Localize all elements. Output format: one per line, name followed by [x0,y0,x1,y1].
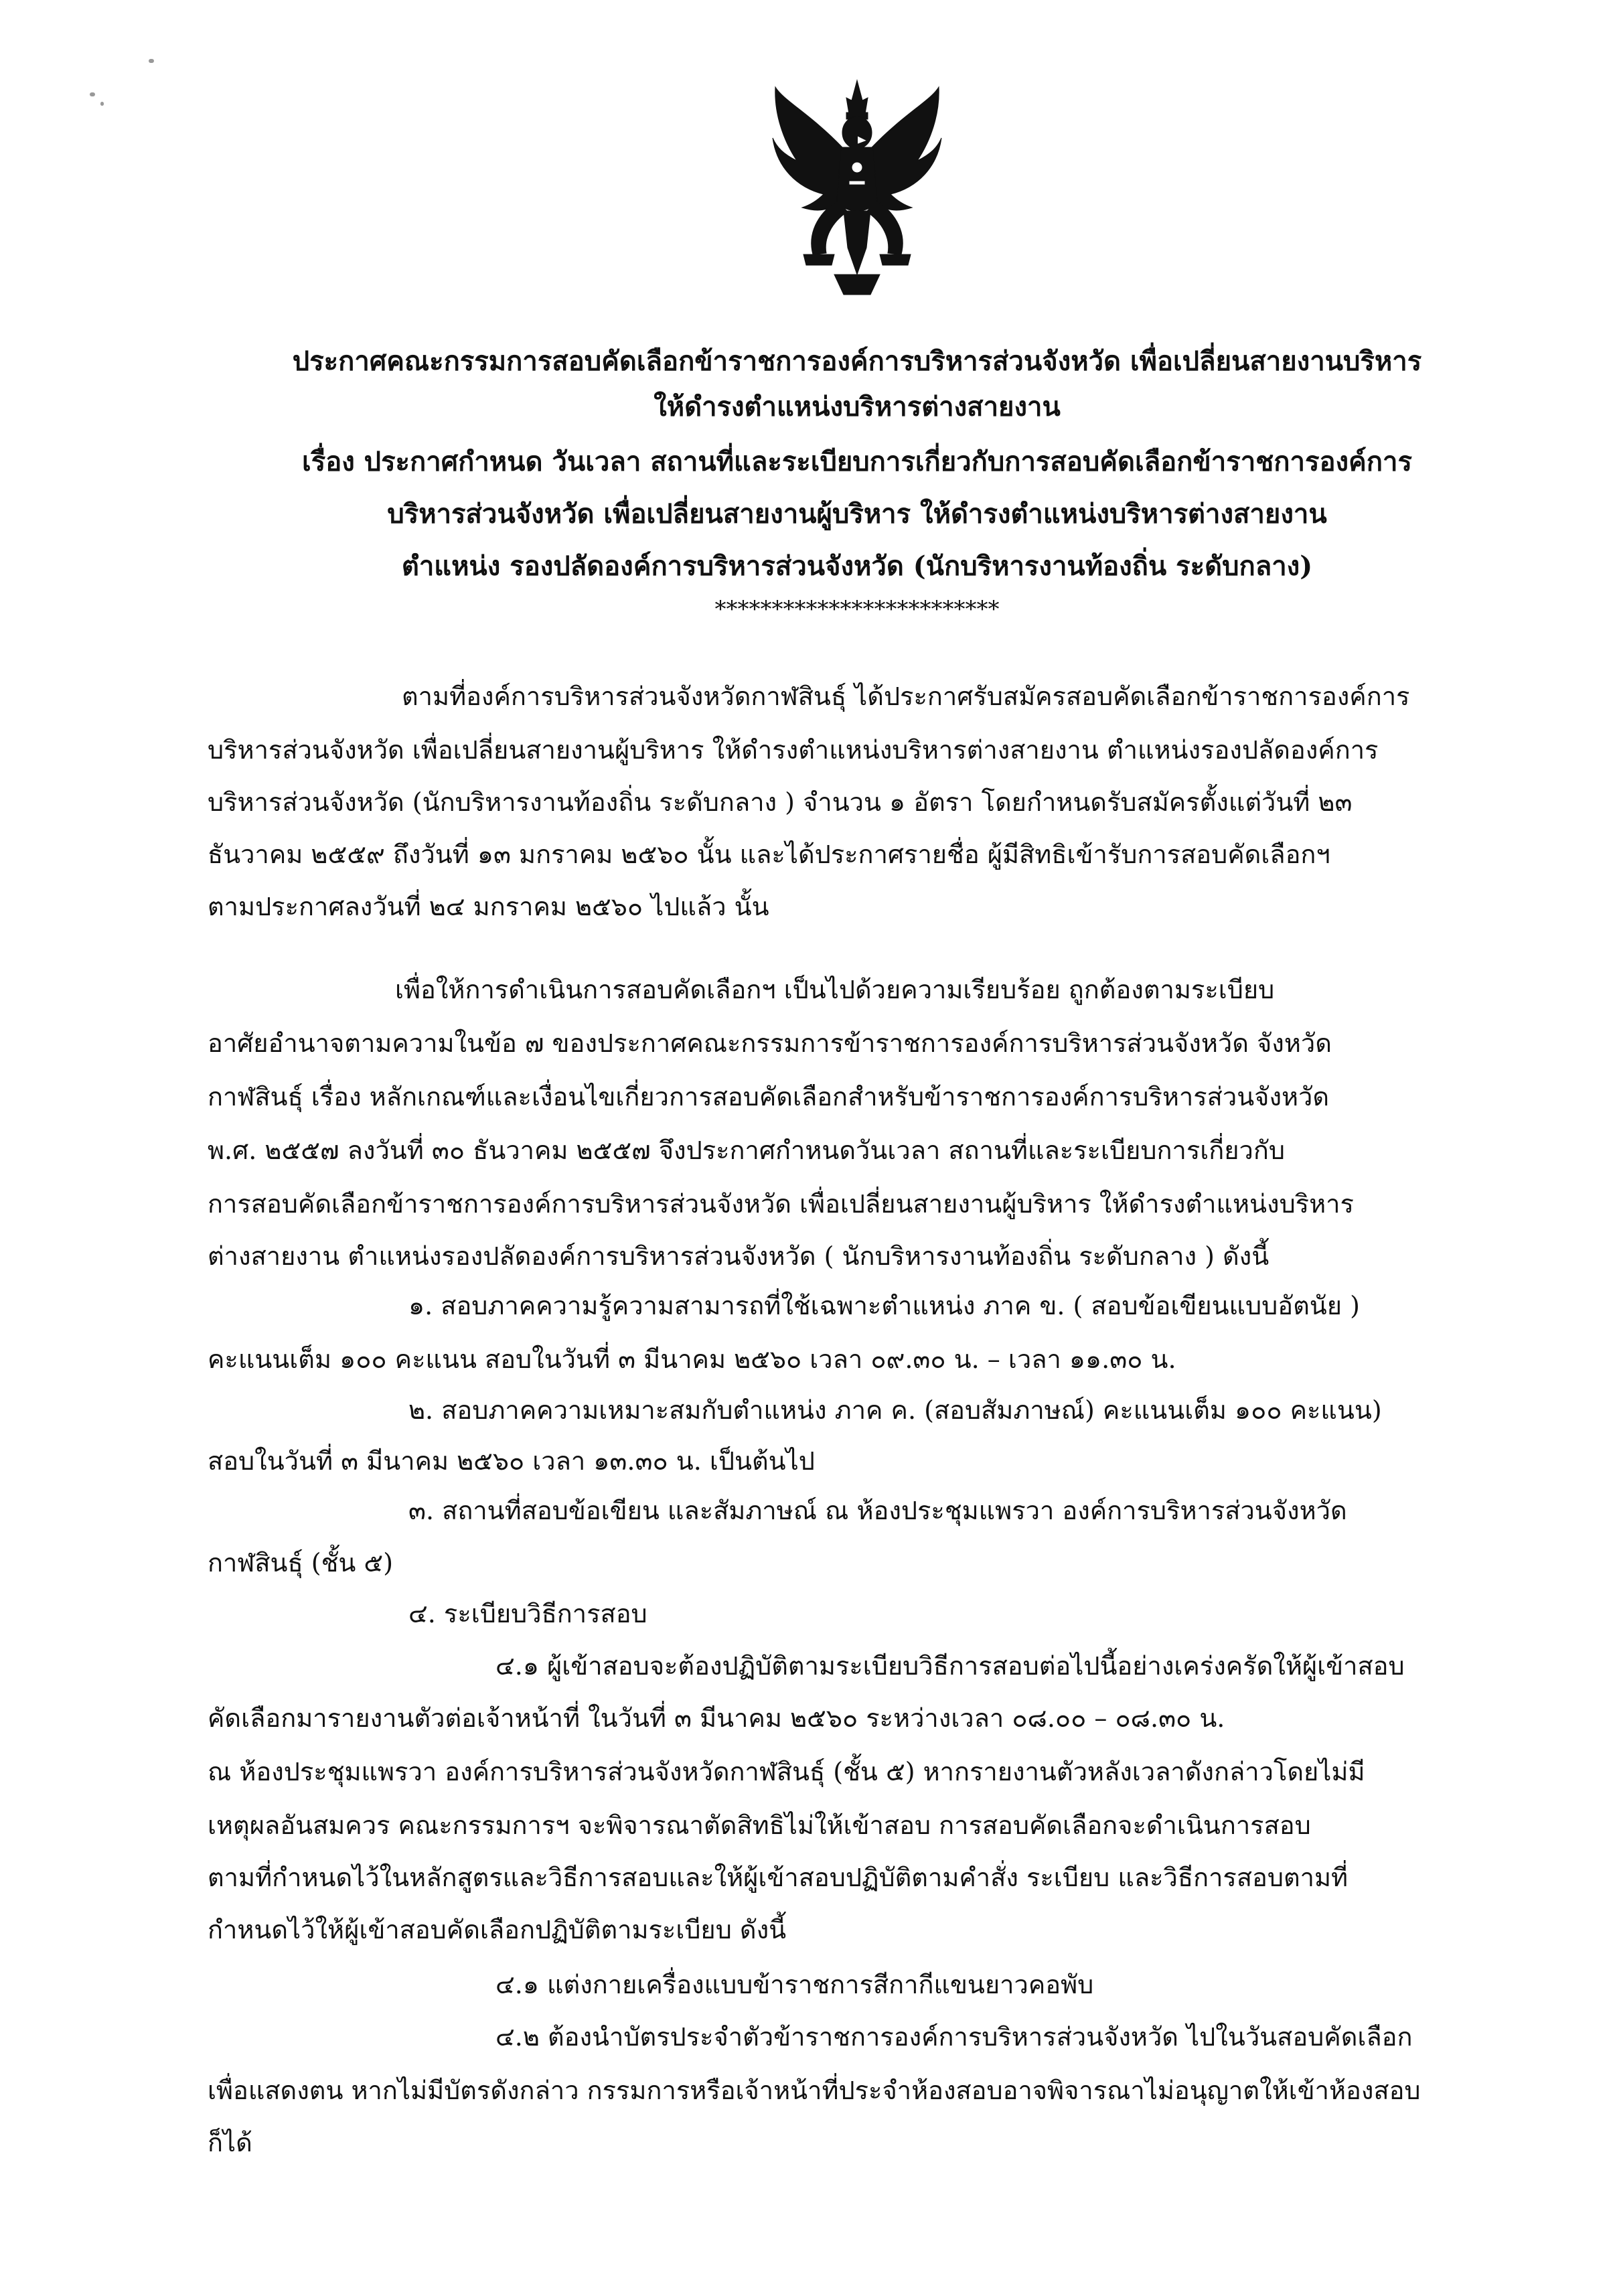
item-3-line: กาฬสินธุ์ (ชั้น ๕) [208,1548,394,1578]
sub-item-4-2-line: ๔.๒ ต้องนำบัตรประจำตัวข้าราชการองค์การบริหารส่วนจังหวัด ไปในวันสอบคัดเลือก [495,2022,1413,2052]
item-3-line: ๓. สถานที่สอบข้อเขียน และสัมภาษณ์ ณ ห้องประชุมแพรวา องค์การบริหารส่วนจังหวัด [408,1496,1347,1525]
item-4-title: ๔. ระเบียบวิธีการสอบ [408,1599,647,1628]
heading-separator: ************************* [714,596,1000,623]
heading-line-5: ตำแหน่ง รองปลัดองค์การบริหารส่วนจังหวัด (นักบริหารงานท้องถิ่น ระดับกลาง) [401,550,1313,582]
paragraph-2-line: ต่างสายงาน ตำแหน่งรองปลัดองค์การบริหารส่วนจังหวัด ( นักบริหารงานท้องถิ่น ระดับกลาง ) ดังนี้ [208,1241,1270,1271]
item-4-1-line: ตามที่กำหนดไว้ในหลักสูตรและวิธีการสอบและให้ผู้เข้าสอบปฏิบัติตามคำสั่ง ระเบียบ และวิธีการสอบตามที่ [208,1863,1349,1892]
paragraph-2-line: เพื่อให้การดำเนินการสอบคัดเลือกฯ เป็นไปด้วยความเรียบร้อย ถูกต้องตามระเบียบ [395,975,1275,1004]
paragraph-1-line: ธันวาคม ๒๕๕๙ ถึงวันที่ ๑๓ มกราคม ๒๕๖๐ นั้น และได้ประกาศรายชื่อ ผู้มีสิทธิเข้ารับการสอบคัดเลือกฯ [208,840,1330,869]
item-4-1-line: กำหนดไว้ให้ผู้เข้าสอบคัดเลือกปฏิบัติตามระเบียบ ดังนี้ [208,1915,787,1944]
heading-line-4: บริหารส่วนจังหวัด เพื่อเปลี่ยนสายงานผู้บริหาร ให้ดำรงตำแหน่งบริหารต่างสายงาน [387,498,1327,530]
item-4-1-line: คัดเลือกมารายงานตัวต่อเจ้าหน้าที่ ในวันที่ ๓ มีนาคม ๒๕๖๐ ระหว่างเวลา ๐๘.๐๐ – ๐๘.๓๐ น. [208,1703,1225,1733]
scan-speck [100,102,104,106]
item-1-line: คะแนนเต็ม ๑๐๐ คะแนน สอบในวันที่ ๓ มีนาคม ๒๕๖๐ เวลา ๐๙.๓๐ น. – เวลา ๑๑.๓๐ น. [208,1345,1176,1374]
paragraph-2-line: พ.ศ. ๒๕๕๗ ลงวันที่ ๓๐ ธันวาคม ๒๕๕๗ จึงประกาศกำหนดวันเวลา สถานที่และระเบียบการเกี่ยวกับ [208,1136,1285,1165]
scan-speck [90,92,95,96]
paragraph-1-line: ตามประกาศลงวันที่ ๒๔ มกราคม ๒๕๖๐ ไปแล้ว นั้น [208,892,769,921]
item-2-line: ๒. สอบภาคความเหมาะสมกับตำแหน่ง ภาค ค. (สอบสัมภาษณ์) คะแนนเต็ม ๑๐๐ คะแนน) [408,1395,1382,1425]
paragraph-2-line: การสอบคัดเลือกข้าราชการองค์การบริหารส่วนจังหวัด เพื่อเปลี่ยนสายงานผู้บริหาร ให้ดำรงตำแหน่งบริหาร [208,1189,1354,1219]
scan-speck [149,59,154,63]
item-2-line: สอบในวันที่ ๓ มีนาคม ๒๕๖๐ เวลา ๑๓.๓๐ น. เป็นต้นไป [208,1446,815,1476]
paragraph-1-line: บริหารส่วนจังหวัด เพื่อเปลี่ยนสายงานผู้บริหาร ให้ดำรงตำแหน่งบริหารต่างสายงาน ตำแหน่งรองปลัดองค์การ [208,735,1379,765]
heading-subject-line: เรื่อง ประกาศกำหนด วันเวลา สถานที่และระเบียบการเกี่ยวกับการสอบคัดเลือกข้าราชการองค์การ [302,446,1412,477]
heading-line-1: ประกาศคณะกรรมการสอบคัดเลือกข้าราชการองค์การบริหารส่วนจังหวัด เพื่อเปลี่ยนสายงานบริหาร [292,346,1422,377]
paragraph-2-line: อาศัยอำนาจตามความในข้อ ๗ ของประกาศคณะกรรมการข้าราชการองค์การบริหารส่วนจังหวัด จังหวัด [208,1028,1332,1058]
sub-item-4-1: ๔.๑ แต่งกายเครื่องแบบข้าราชการสีกากีแขนยาวคอพับ [495,1970,1094,1999]
garuda-emblem-icon [770,74,944,301]
paragraph-2-line: กาฬสินธุ์ เรื่อง หลักเกณฑ์และเงื่อนไขเกี่ยวการสอบคัดเลือกสำหรับข้าราชการองค์การบริหารส่วนจังหวัด [208,1082,1330,1112]
sub-item-4-2-line: เพื่อแสดงตน หากไม่มีบัตรดังกล่าว กรรมการหรือเจ้าหน้าที่ประจำห้องสอบอาจพิจารณาไม่อนุญาตให้เข้าห้องสอบ [208,2076,1421,2105]
item-4-1-line: ณ ห้องประชุมแพรวา องค์การบริหารส่วนจังหวัดกาฬสินธุ์ (ชั้น ๕) หากรายงานตัวหลังเวลาดังกล่าวโดยไม่มี [208,1757,1365,1786]
paragraph-1-line: ตามที่องค์การบริหารส่วนจังหวัดกาฬสินธุ์ ได้ประกาศรับสมัครสอบคัดเลือกข้าราชการองค์การ [402,682,1410,711]
item-4-1-line: ๔.๑ ผู้เข้าสอบจะต้องปฏิบัติตามระเบียบวิธีการสอบต่อไปนี้อย่างเคร่งครัดให้ผู้เข้าสอบ [495,1651,1405,1681]
heading-line-2: ให้ดำรงตำแหน่งบริหารต่างสายงาน [654,391,1061,423]
paragraph-1-line: บริหารส่วนจังหวัด (นักบริหารงานท้องถิ่น ระดับกลาง ) จำนวน ๑ อัตรา โดยกำหนดรับสมัครตั้งแต่วันที่ ๒๓ [208,787,1353,817]
item-4-1-line: เหตุผลอันสมควร คณะกรรมการฯ จะพิจารณาตัดสิทธิไม่ให้เข้าสอบ การสอบคัดเลือกจะดำเนินการสอบ [208,1811,1311,1840]
item-1-line: ๑. สอบภาคความรู้ความสามารถที่ใช้เฉพาะตำแหน่ง ภาค ข. ( สอบข้อเขียนแบบอัตนัย ) [408,1291,1360,1320]
sub-item-4-2-line: ก็ได้ [208,2128,252,2157]
